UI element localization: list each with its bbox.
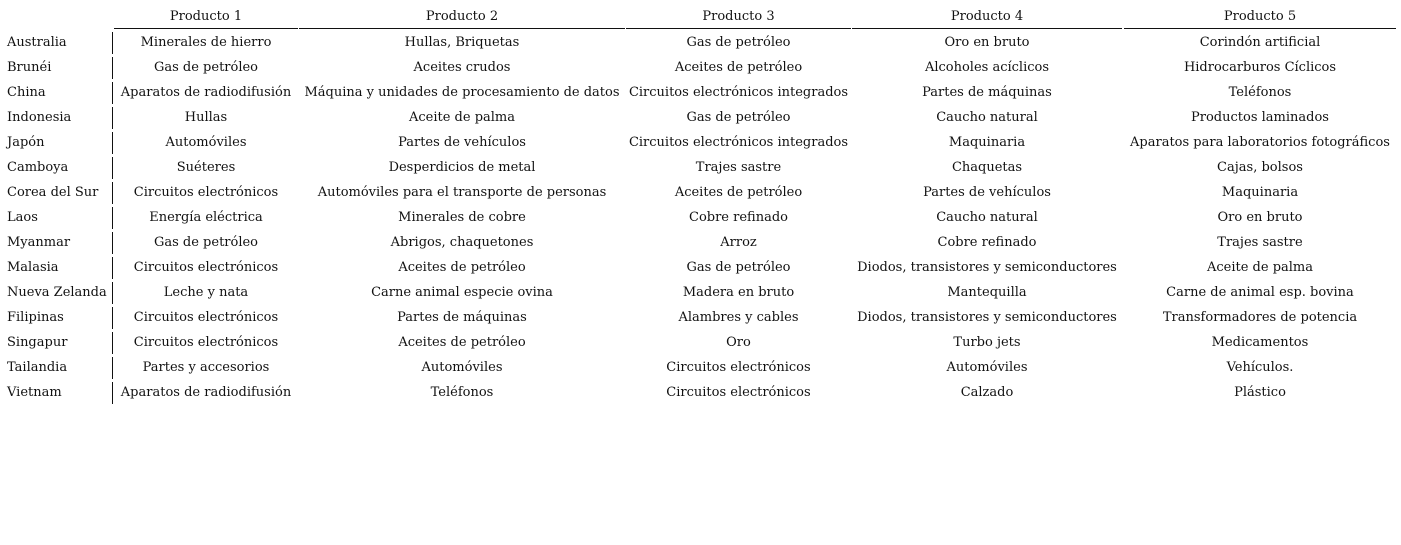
country-label: China bbox=[7, 85, 46, 100]
product-cell-1: Hullas bbox=[184, 110, 228, 125]
table-row bbox=[0, 255, 1401, 280]
product-cell-2: Máquina y unidades de procesamiento de datos bbox=[304, 85, 620, 100]
product-cell-2: Teléfonos bbox=[430, 385, 494, 400]
product-cell-1: Energía eléctrica bbox=[149, 210, 263, 225]
table-row bbox=[0, 380, 1401, 405]
product-cell-1: Aparatos de radiodifusión bbox=[120, 85, 292, 100]
product-cell-3: Gas de petróleo bbox=[686, 110, 791, 125]
product-cell-5: Oro en bruto bbox=[1217, 210, 1303, 225]
row-divider-line bbox=[112, 332, 113, 354]
table-header-row bbox=[0, 0, 1401, 30]
product-cell-4: Automóviles bbox=[946, 360, 1028, 375]
country-label: Corea del Sur bbox=[7, 185, 99, 200]
product-cell-1: Circuitos electrónicos bbox=[133, 335, 279, 350]
product-cell-3: Madera en bruto bbox=[682, 285, 795, 300]
country-label: Australia bbox=[7, 35, 67, 50]
product-cell-2: Aceites de petróleo bbox=[398, 335, 526, 350]
row-divider-line bbox=[112, 157, 113, 179]
product-cell-3: Cobre refinado bbox=[689, 210, 788, 225]
product-cell-3: Trajes sastre bbox=[695, 160, 782, 175]
row-divider-line bbox=[112, 132, 113, 154]
country-label: Brunéi bbox=[7, 60, 52, 75]
product-cell-4: Cobre refinado bbox=[937, 235, 1037, 250]
product-cell-3: Gas de petróleo bbox=[686, 260, 791, 275]
product-cell-1: Automóviles bbox=[165, 135, 247, 150]
product-cell-2: Partes de vehículos bbox=[398, 135, 526, 150]
product-cell-2: Aceite de palma bbox=[408, 110, 516, 125]
table-row bbox=[0, 105, 1401, 130]
row-divider-line bbox=[112, 232, 113, 254]
product-cell-1: Leche y nata bbox=[163, 285, 249, 300]
product-cell-3: Circuitos electrónicos bbox=[666, 360, 811, 375]
product-cell-4: Alcoholes acíclicos bbox=[924, 60, 1050, 75]
product-cell-4: Maquinaria bbox=[948, 135, 1026, 150]
product-cell-5: Maquinaria bbox=[1221, 185, 1299, 200]
product-cell-1: Circuitos electrónicos bbox=[133, 310, 279, 325]
row-divider-line bbox=[112, 257, 113, 279]
country-label: Vietnam bbox=[7, 385, 62, 400]
product-cell-5: Carne de animal esp. bovina bbox=[1166, 285, 1354, 300]
product-cell-4: Caucho natural bbox=[936, 110, 1038, 125]
product-cell-2: Carne animal especie ovina bbox=[371, 285, 553, 300]
column-header-producto-5: Producto 5 bbox=[1124, 8, 1396, 29]
table-row bbox=[0, 80, 1401, 105]
product-cell-2: Minerales de cobre bbox=[398, 210, 526, 225]
country-label: Japón bbox=[7, 135, 45, 150]
product-cell-5: Aparatos para laboratorios fotográficos bbox=[1130, 135, 1390, 150]
row-divider-line bbox=[112, 107, 113, 129]
table-row bbox=[0, 30, 1401, 55]
product-cell-3: Circuitos electrónicos bbox=[666, 385, 811, 400]
row-divider-line bbox=[112, 307, 113, 329]
row-divider-line bbox=[112, 32, 113, 54]
product-cell-4: Oro en bruto bbox=[944, 35, 1030, 50]
country-label: Filipinas bbox=[7, 310, 64, 325]
product-cell-2: Partes de máquinas bbox=[397, 310, 527, 325]
product-cell-5: Aceite de palma bbox=[1206, 260, 1314, 275]
product-cell-5: Trajes sastre bbox=[1217, 235, 1303, 250]
product-cell-2: Hullas, Briquetas bbox=[404, 35, 520, 50]
row-divider-line bbox=[112, 182, 113, 204]
product-cell-1: Gas de petróleo bbox=[153, 235, 259, 250]
product-cell-4: Turbo jets bbox=[953, 335, 1021, 350]
product-cell-1: Aparatos de radiodifusión bbox=[120, 385, 292, 400]
product-cell-3: Circuitos electrónicos integrados bbox=[628, 135, 849, 150]
product-cell-5: Medicamentos bbox=[1211, 335, 1309, 350]
country-label: Malasia bbox=[7, 260, 59, 275]
column-header-producto-1: Producto 1 bbox=[114, 8, 298, 29]
product-cell-5: Transformadores de potencia bbox=[1162, 310, 1358, 325]
country-label: Laos bbox=[7, 210, 38, 225]
column-header-producto-3: Producto 3 bbox=[626, 8, 851, 29]
product-cell-4: Calzado bbox=[960, 385, 1014, 400]
table-row bbox=[0, 355, 1401, 380]
product-cell-2: Automóviles bbox=[421, 360, 503, 375]
table-row bbox=[0, 330, 1401, 355]
product-cell-3: Oro bbox=[726, 335, 751, 350]
product-cell-3: Gas de petróleo bbox=[686, 35, 791, 50]
product-cell-3: Arroz bbox=[720, 235, 757, 250]
product-cell-1: Circuitos electrónicos bbox=[133, 260, 279, 275]
product-cell-4: Chaquetas bbox=[951, 160, 1023, 175]
product-cell-2: Desperdicios de metal bbox=[388, 160, 536, 175]
product-cell-2: Automóviles para el transporte de personas bbox=[317, 185, 607, 200]
product-cell-4: Partes de máquinas bbox=[922, 85, 1052, 100]
country-label: Camboya bbox=[7, 160, 69, 175]
table-row bbox=[0, 305, 1401, 330]
product-cell-3: Circuitos electrónicos integrados bbox=[628, 85, 849, 100]
country-label: Nueva Zelanda bbox=[7, 285, 107, 300]
product-cell-5: Corindón artificial bbox=[1199, 35, 1321, 50]
product-cell-5: Plástico bbox=[1234, 385, 1286, 400]
column-header-producto-2: Producto 2 bbox=[299, 8, 625, 29]
country-label: Tailandia bbox=[7, 360, 68, 375]
country-label: Indonesia bbox=[7, 110, 72, 125]
product-cell-1: Suéteres bbox=[176, 160, 236, 175]
table-row bbox=[0, 55, 1401, 80]
table-row bbox=[0, 230, 1401, 255]
product-cell-3: Alambres y cables bbox=[678, 310, 799, 325]
product-cell-5: Vehículos. bbox=[1226, 360, 1294, 375]
product-cell-3: Aceites de petróleo bbox=[674, 185, 803, 200]
row-divider-line bbox=[112, 357, 113, 379]
product-cell-3: Aceites de petróleo bbox=[674, 60, 803, 75]
table-row bbox=[0, 155, 1401, 180]
table-row bbox=[0, 205, 1401, 230]
product-cell-2: Aceites crudos bbox=[413, 60, 511, 75]
row-divider-line bbox=[112, 57, 113, 79]
table-row bbox=[0, 130, 1401, 155]
product-cell-1: Gas de petróleo bbox=[153, 60, 259, 75]
product-cell-1: Partes y accesorios bbox=[142, 360, 270, 375]
product-cell-4: Partes de vehículos bbox=[923, 185, 1051, 200]
product-cell-5: Hidrocarburos Cíclicos bbox=[1183, 60, 1337, 75]
product-cell-4: Mantequilla bbox=[947, 285, 1027, 300]
product-cell-4: Diodos, transistores y semiconductores bbox=[857, 260, 1117, 275]
country-label: Myanmar bbox=[7, 235, 71, 250]
column-header-producto-4: Producto 4 bbox=[852, 8, 1122, 29]
product-cell-1: Minerales de hierro bbox=[140, 35, 272, 50]
product-cell-4: Caucho natural bbox=[936, 210, 1038, 225]
row-divider-line bbox=[112, 282, 113, 304]
product-cell-4: Diodos, transistores y semiconductores bbox=[857, 310, 1117, 325]
product-cell-5: Productos laminados bbox=[1191, 110, 1329, 125]
product-cell-5: Cajas, bolsos bbox=[1217, 160, 1303, 175]
product-cell-2: Abrigos, chaquetones bbox=[390, 235, 534, 250]
table-row bbox=[0, 280, 1401, 305]
product-cell-5: Teléfonos bbox=[1228, 85, 1292, 100]
row-divider-line bbox=[112, 82, 113, 104]
product-cell-1: Circuitos electrónicos bbox=[133, 185, 279, 200]
row-divider-line bbox=[112, 382, 113, 404]
country-label: Singapur bbox=[7, 335, 68, 350]
row-divider-line bbox=[112, 207, 113, 229]
table-row bbox=[0, 180, 1401, 205]
product-cell-2: Aceites de petróleo bbox=[398, 260, 526, 275]
